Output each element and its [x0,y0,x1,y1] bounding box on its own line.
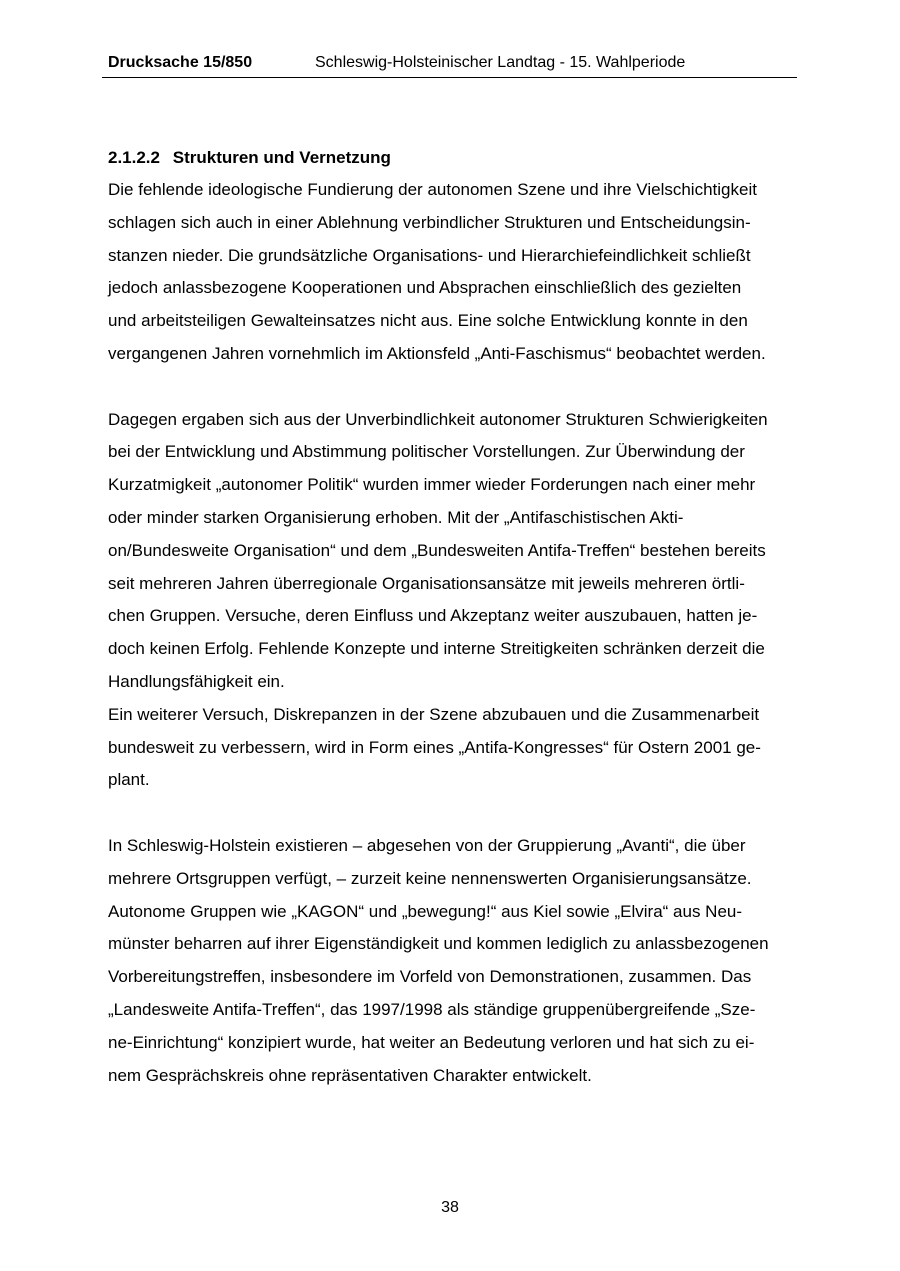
document-title: Schleswig-Holsteinischer Landtag - 15. Wahlperiode [315,54,686,71]
text-line: doch keinen Erfolg. Fehlende Konzepte und interne Streitigkeiten schränken derzeit die [108,639,765,659]
page-number: 38 [441,1199,459,1216]
text-line: Handlungsfähigkeit ein. [108,671,285,691]
text-line: plant. [108,770,150,790]
page-content [108,147,800,1092]
text-line: bei der Entwicklung und Abstimmung politischer Vorstellungen. Zur Überwindung der [108,442,745,462]
paragraph-spacer [108,797,800,830]
text-line: seit mehreren Jahren überregionale Organisationsansätze mit jeweils mehreren örtli- [108,573,745,593]
section-heading [108,147,800,169]
text-line: mehrere Ortsgruppen verfügt, – zurzeit keine nennenswerten Organisierungsansätze. [108,868,752,888]
paragraph [108,830,800,1092]
page-header [102,52,797,78]
text-line: stanzen nieder. Die grundsätzliche Organisations- und Hierarchiefeindlichkeit schließt [108,245,751,265]
text-line: ne-Einrichtung“ konzipiert wurde, hat weiter an Bedeutung verloren und hat sich zu ei- [108,1032,755,1052]
document-number: Drucksache 15/850 [108,54,253,71]
paragraph [108,404,800,798]
text-line: Kurzatmigkeit „autonomer Politik“ wurden immer wieder Forderungen nach einer mehr [108,475,756,495]
text-line: „Landesweite Antifa-Treffen“, das 1997/1998 als ständige gruppenübergreifende „Sze- [108,999,756,1019]
text-line: Dagegen ergaben sich aus der Unverbindlichkeit autonomer Strukturen Schwierigkeiten [108,409,768,429]
text-line: Vorbereitungstreffen, insbesondere im Vorfeld von Demonstrationen, zusammen. Das [108,967,752,987]
text-line: und arbeitsteiligen Gewalteinsatzes nicht aus. Eine solche Entwicklung konnte in den [108,311,748,331]
section-title: Strukturen und Vernetzung [172,148,391,167]
text-line: vergangenen Jahren vornehmlich im Aktionsfeld „Anti-Faschismus“ beobachtet werden. [108,343,766,363]
text-line: oder minder starken Organisierung erhoben. Mit der „Antifaschistischen Akti- [108,507,684,527]
text-line: Ein weiterer Versuch, Diskrepanzen in der Szene abzubauen und die Zusammenarbeit [108,704,760,724]
text-line: In Schleswig-Holstein existieren – abgesehen von der Gruppierung „Avanti“, die über [108,835,746,855]
paragraph [108,174,800,371]
text-line: schlagen sich auch in einer Ablehnung verbindlicher Strukturen und Entscheidungsin- [108,212,751,232]
text-line: Die fehlende ideologische Fundierung der autonomen Szene und ihre Vielschichtigkeit [108,180,757,199]
text-line: jedoch anlassbezogene Kooperationen und Absprachen einschließlich des gezielten [108,278,742,298]
text-line: on/Bundesweite Organisation“ und dem „Bundesweiten Antifa-Treffen“ bestehen bereits [108,540,766,560]
text-line: nem Gesprächskreis ohne repräsentativen Charakter entwickelt. [108,1065,592,1085]
text-line: Autonome Gruppen wie „KAGON“ und „bewegung!“ aus Kiel sowie „Elvira“ aus Neu- [108,901,743,921]
section-number: 2.1.2.2 [108,148,160,167]
paragraph-spacer [108,371,800,404]
text-line: chen Gruppen. Versuche, deren Einfluss und Akzeptanz weiter auszubauen, hatten je- [108,606,758,626]
text-line: münster beharren auf ihrer Eigenständigkeit und kommen lediglich zu anlassbezogenen [108,934,769,954]
text-line: bundesweit zu verbessern, wird in Form eines „Antifa-Kongresses“ für Ostern 2001 ge- [108,737,761,757]
